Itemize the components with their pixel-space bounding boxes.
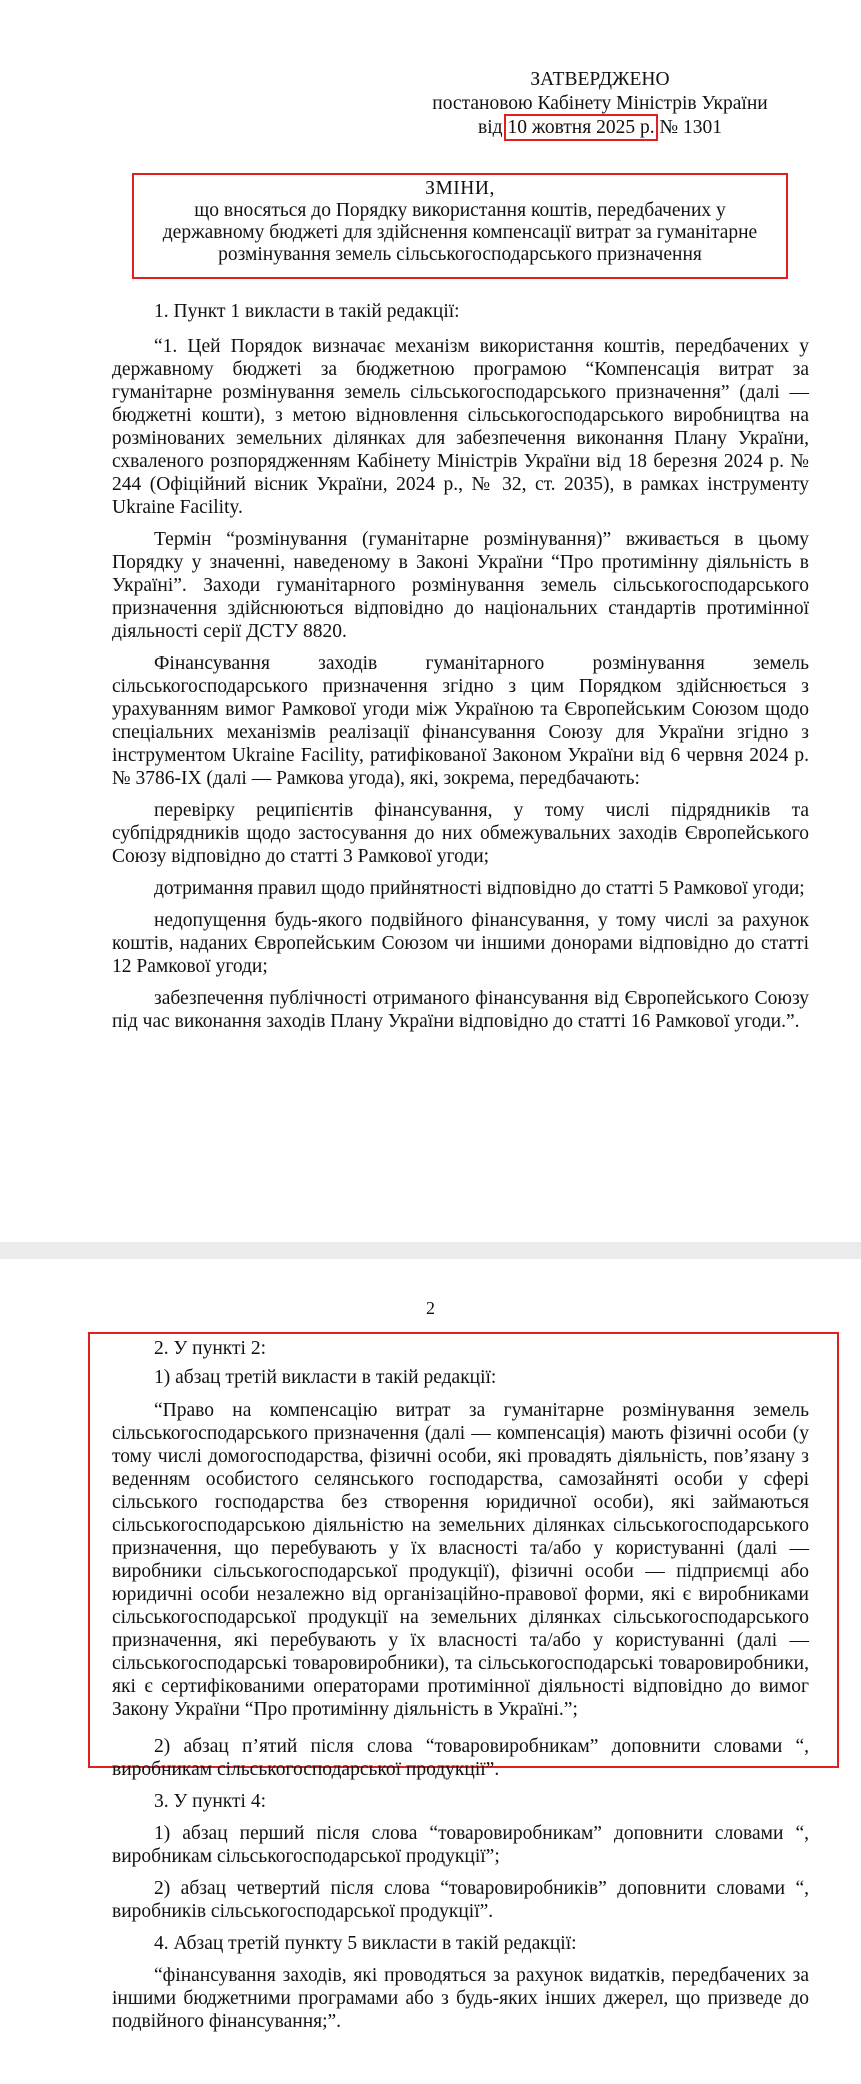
title-head: ЗМІНИ, bbox=[425, 178, 495, 199]
paragraph: перевірку реципієнтів фінансування, у тому числі підрядників та субпідрядників щодо застосування до них обмежувальних заходів Європейського Союзу відповідно до статті 3 Рамкової угоди; bbox=[112, 800, 809, 867]
page-number: 2 bbox=[426, 1298, 435, 1318]
page-2-body bbox=[112, 1337, 809, 2042]
title-line-1: що вносяться до Порядку використання коштів, передбачених у bbox=[194, 200, 726, 221]
paragraph: Термін “розмінування (гуманітарне розмінування)” вживається в цьому Порядку у значенні, наведеному в Законі України “Про протимінну діяльність в Україні”. Заходи гуманітарного розмінування земель сільськогосподарського призначення здійснюються відповідно до національних стандартів протимінної діяльності серії ДСТУ 8820. bbox=[112, 529, 809, 642]
paragraph: недопущення будь-якого подвійного фінансування, у тому числі за рахунок коштів, наданих Європейським Союзом чи іншими донорами відповідно до статті 12 Рамкової угоди; bbox=[112, 910, 809, 977]
paragraph: дотримання правил щодо прийнятності відповідно до статті 5 Рамкової угоди; bbox=[154, 878, 805, 899]
paragraph: 2) абзац п’ятий після слова “товаровиробникам” доповнити словами “, виробникам сільськогосподарської продукції”. bbox=[112, 1736, 809, 1780]
paragraph: 2) абзац четвертий після слова “товаровиробників” доповнити словами “, виробників сільськогосподарської продукції”. bbox=[112, 1878, 809, 1922]
document-title bbox=[132, 178, 788, 266]
date-prefix: від bbox=[478, 117, 508, 138]
paragraph: 1) абзац перший після слова “товаровиробникам” доповнити словами “, виробникам сільськогосподарської продукції”; bbox=[112, 1823, 809, 1867]
approved-date-line bbox=[380, 116, 820, 140]
title-line-3: розмінування земель сільськогосподарського призначення bbox=[218, 244, 702, 265]
title-line-2: державному бюджеті для здійснення компенсації витрат за гуманітарне bbox=[162, 222, 758, 243]
paragraph: забезпечення публічності отриманого фінансування від Європейського Союзу під час виконання заходів Плану України відповідно до статті 16 Рамкової угоди.”. bbox=[112, 988, 809, 1032]
paragraph: Фінансування заходів гуманітарного розмінування земель сільськогосподарського призначення згідно з цим Порядком здійснюється з урахуванням вимог Рамкової угоди між Україною та Європейським Союзом щодо спеціальних механізмів реалізації фінансування Союзу для України згідно з інструментом Ukraine Facility, ратифікованої Законом України від 6 червня 2024 р. № 3786-IX (далі — Рамкова угода), які, зокрема, передбачають: bbox=[112, 653, 809, 789]
highlighted-date: 10 жовтня 2025 р. bbox=[507, 117, 655, 138]
document-page-2 bbox=[0, 1259, 861, 2084]
resolution-number: № 1301 bbox=[654, 117, 722, 138]
paragraph: 2. У пункті 2: bbox=[154, 1338, 267, 1359]
paragraph: “фінансування заходів, які проводяться за рахунок видатків, передбачених за іншими бюджетними програмами або з будь-яких інших джерел, що призведе до подвійного фінансування;”. bbox=[112, 1965, 809, 2032]
page-1-body bbox=[112, 300, 809, 1042]
paragraph: “1. Цей Порядок визначає механізм використання коштів, передбачених у державному бюджеті за бюджетною програмою “Компенсація витрат за гуманітарне розмінування земель сільськогосподарського призначення” (далі — бюджетні кошти), з метою відновлення сільськогосподарського виробництва на розмінованих земельних ділянках для забезпечення виконання Плану України, схваленого розпорядженням Кабінету Міністрів України від 18 березня 2024 р. № 244 (Офіційний вісник України, 2024 р., № 32, ст. 2035), в рамках інструменту Ukraine Facility. bbox=[112, 336, 809, 518]
approval-stamp bbox=[380, 68, 820, 140]
approved-by-line: постановою Кабінету Міністрів України bbox=[432, 93, 768, 114]
page-separator bbox=[0, 1242, 861, 1259]
paragraph: 1) абзац третій викласти в такій редакції: bbox=[154, 1367, 497, 1388]
paragraph: 3. У пункті 4: bbox=[154, 1791, 267, 1812]
paragraph: 4. Абзац третій пункту 5 викласти в такій редакції: bbox=[154, 1933, 577, 1954]
approved-heading: ЗАТВЕРДЖЕНО bbox=[530, 69, 670, 90]
paragraph: “Право на компенсацію витрат за гуманітарне розмінування земель сільськогосподарського призначення (далі — компенсація) мають фізичні особи (у тому числі домогосподарства, фізичні особи, які провадять діяльність, пов’язану з веденням особистого селянського господарства, самозайняті особи у сфері сільського господарства без створення юридичної особи), які займаються сільськогосподарською діяльністю на земельних ділянках сільськогосподарського призначення, що перебувають у їх власності та/або у користуванні (далі — виробники сільськогосподарської продукції), фізичні особи — підприємці або юридичні особи незалежно від організаційно-правової форми, які є виробниками сільськогосподарської продукції на земельних ділянках сільськогосподарського призначення, які перебувають у їх власності та/або у користуванні (далі — сільськогосподарські товаровиробники), та сільськогосподарські товаровиробники, які є сертифікованими операторами протимінної діяльності відповідно до вимог Закону України “Про протимінну діяльність в Україні.”; bbox=[112, 1400, 809, 1720]
paragraph: 1. Пункт 1 викласти в такій редакції: bbox=[154, 301, 460, 322]
